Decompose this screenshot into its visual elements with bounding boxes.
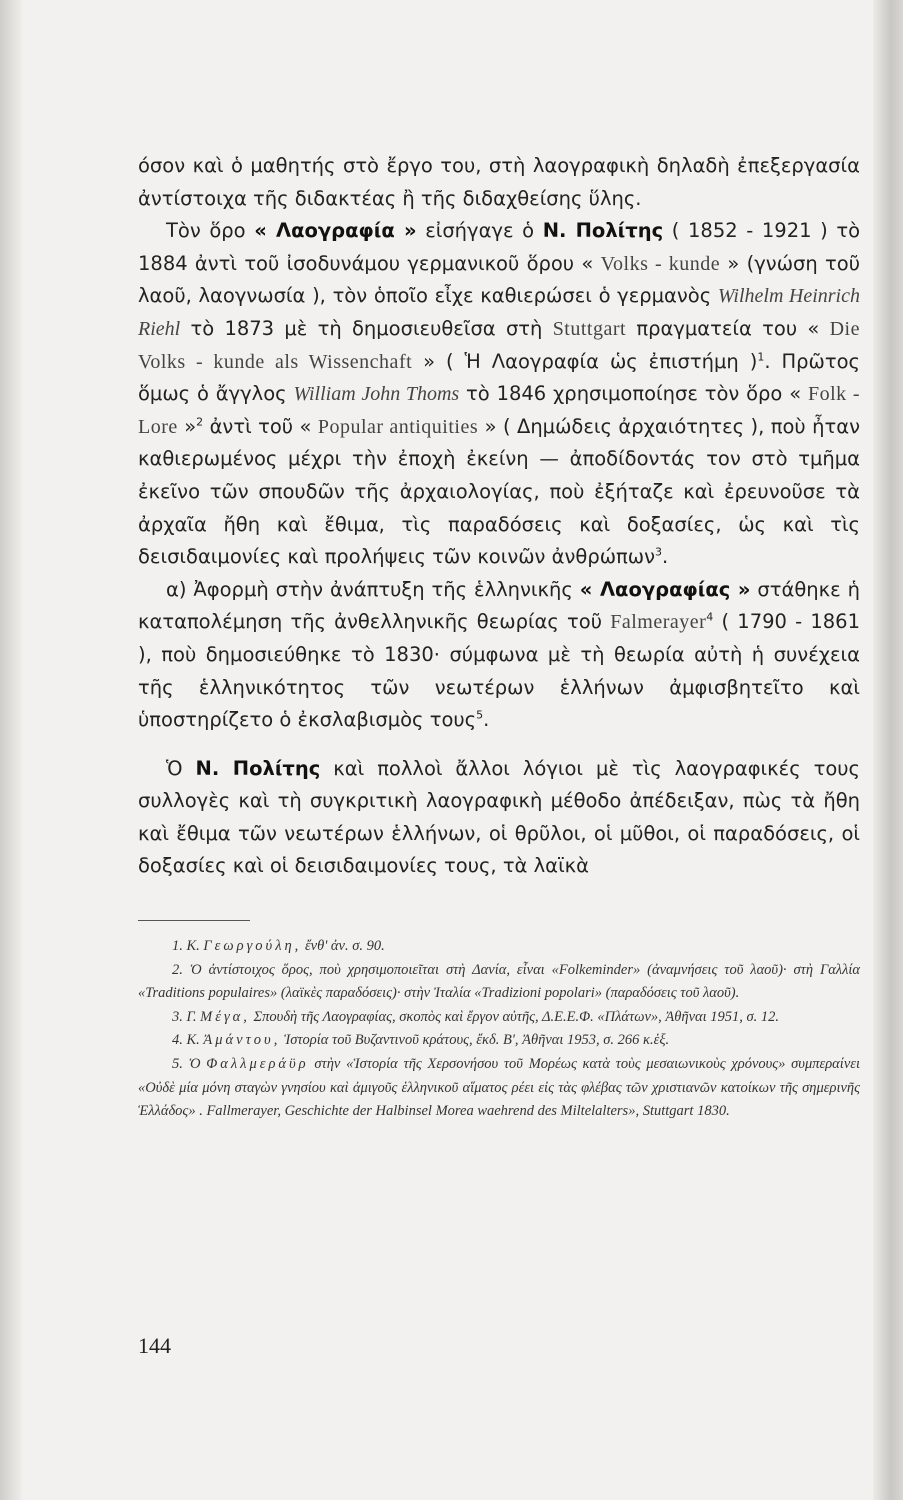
page-number: 144 [138,1333,171,1358]
name-riehl: Wilhelm Heinrich Riehl [138,285,860,340]
text-run: στάθηκε ἡ καταπολέμηση τῆς ἀνθελληνικῆς θεωρίας τοῦ [138,577,861,634]
text-run: Ὁ [166,756,196,780]
main-text [138,150,860,883]
footnote-2 [138,959,860,1006]
name-politis-2: Ν. Πολίτης [195,756,321,780]
paragraph-1-text: όσον καὶ ὁ μαθητής στὸ ἔργο του, στὴ λαογραφικὴ δηλαδὴ ἐπεξεργασία ἀντίστοιχα τῆς διδακτέας ἢ τῆς διδαχθείσης ὕλης. [138,154,860,210]
footnote-3 [138,1006,860,1030]
text-run: » ( Ἡ Λαογραφία ὡς ἐπιστήμη ) [412,349,758,373]
term-laografias: « Λαογραφίας » [579,577,751,601]
footnote-5 [138,1053,860,1124]
paragraph-2 [138,215,860,574]
text-run: » [177,414,197,438]
name-thoms: William John Thoms [293,383,460,406]
text-run: . [662,545,669,569]
author-name: Ἀμάντου, [203,1032,281,1049]
term-folk-lore: Folk - Lore [138,383,860,438]
place-stuttgart: Stuttgart [552,317,627,340]
term-volks-kunde: Volks - kunde [600,252,721,275]
text-run: καὶ πολλοὶ ἄλλοι λόγιοι μὲ τὶς λαογραφικές τους συλλογὲς καὶ τὴ συγκριτικὴ λαογραφικὴ μέθοδο ἀπέδειξαν, πὼς τὰ ἤθη καὶ ἔθιμα τῶν νεωτέρων ἑλλήνων, οἱ θρῦλοι, οἱ μῦθοι, οἱ παραδόσεις, οἱ δοξασίες καὶ οἱ δεισιδαιμονίες τους, τὰ λαϊκὰ [138,756,860,878]
text-run: Σπουδὴ τῆς Λαογραφίας, σκοπὸς καὶ ἔργον αὐτῆς, Δ.Ε.Ε.Φ. «Πλάτων», Ἀθῆναι 1951, σ. 12. [249,1008,780,1025]
footnote-ref-5: 5 [476,708,484,722]
title-die-volkskunde: Die Volks - kunde als Wissenchaft [138,317,860,373]
text-run: 3. Γ. [172,1008,201,1025]
footnote-ref-2: 2 [196,415,204,429]
text-run: 1. Κ. [172,938,204,954]
text-run: ( 1790 - 1861 ), ποὺ δημοσιεύθηκε τὸ 1830· σύμφωνα μὲ τὴ θεωρία αὐτὴ ἡ συνέχεια τῆς ἑλληνικότητος τῶν νεωτέρων ἑλλήνων ἀμφισβητεῖτο καὶ ὑποστηρίζετο ὁ ἐκσλαβισμὸς τους [138,610,860,732]
text-run: 4. Κ. [172,1032,204,1049]
term-popular-antiquities: Popular antiquities [317,415,479,438]
footnote-ref-4: 4 [706,610,714,624]
footnote-separator [138,920,250,921]
text-run: 5. Ὁ [172,1055,207,1072]
text-run: . [483,708,490,732]
footnote-4 [138,1029,860,1053]
text-run: στὴν «Ἱστορία τῆς Χερσονήσου τοῦ Μορέως κατὰ τοὺς μεσαιωνικοὺς χρόνους» συμπεραίνει «Οὐδὲ μία μόνη σταγὼν γνησίου καὶ ἀμιγοῦς ἑλληνικοῦ αἵματος ρέει εἰς τὰς φλέβας τῶν χριστιανῶν κατοίκων τῆς σημερινῆς Ἑλλάδος» . Fallmerayer, Geschichte der Halbinsel Morea waehrend des Miltelalters», Stuttgart 1830. [138,1055,861,1120]
name-politis: Ν. Πολίτης [542,219,664,243]
text-run: » (γνώση τοῦ λαοῦ, λαογνωσία ), τὸν ὁποῖο εἶχε καθιερώσει ὁ γερμανὸς [138,251,860,308]
paragraph-4 [138,753,860,883]
text-run: εἰσήγαγε ὁ [416,219,543,243]
text-run: α) Ἀφορμὴ στὴν ἀνάπτυξη τῆς ἑλληνικῆς [166,577,580,601]
text-run: τὸ 1846 χρησιμοποίησε τὸν ὅρο « [459,382,808,406]
text-run: τὸ 1873 μὲ τὴ δημοσιευθεῖσα στὴ [180,316,553,340]
text-run: πραγματεία του « [626,316,830,340]
term-laografia: « Λαογραφία » [254,219,417,243]
text-run: ( 1852 - 1921 ) τὸ 1884 ἀντὶ τοῦ ἰσοδυνάμου γερμανικοῦ ὅρου « [138,219,861,275]
text-run: . Πρῶτος ὅμως ὁ ἄγγλος [138,349,860,406]
name-falmerayer: Falmerayer [610,611,707,634]
text-run: ἔνθ' ἀν. σ. 90. [301,938,385,954]
text-run: ἀντὶ τοῦ « [203,414,318,438]
text-run: Ἱστορία τοῦ Βυζαντινοῦ κράτους, ἔκδ. Β', Ἀθῆναι 1953, σ. 266 κ.ἑξ. [280,1032,670,1049]
author-name: Μέγα, [200,1008,250,1025]
footnotes [138,935,860,1124]
footnote-1 [138,935,860,959]
footnote-ref-1: 1 [757,350,765,364]
scan-edge-right [873,0,903,1500]
author-name: Φαλλμεράϋρ [206,1055,309,1072]
text-run: 2. Ὁ ἀντίστοιχος ὅρος, ποὺ χρησιμοποιεῖται στὴ Δανία, εἶναι «Folkeminder» (ἀναμνήσεις τοῦ λαοῦ)· στὴ Γαλλία «Traditions populaires» (λαϊκὲς παραδόσεις)· στὴν Ἰταλία «Tradizioni popolari» (παραδόσεις τοῦ λαοῦ). [138,961,860,1002]
author-name: Γεωργούλη, [203,938,302,954]
text-run: » ( Δημώδεις ἀρχαιότητες ), ποὺ ἦταν καθιερωμένος μέχρι τὴν ἐποχὴ ἐκείνη — ἀποδίδοντάς τον στὸ τμῆμα ἐκεῖνο τῶν σπουδῶν τῆς ἀρχαιολογίας, ποὺ ἐξήταζε καὶ ἐρευνοῦσε τὰ ἀρχαῖα ἤθη καὶ ἔθιμα, τὶς παραδόσεις καὶ δοξασίες, ὡς καὶ τὶς δεισιδαιμονίες καὶ προλήψεις τῶν κοινῶν ἀνθρώπων [138,414,860,569]
paragraph-1 [138,150,860,215]
scan-edge-left [0,0,22,1500]
paragraph-3 [138,574,860,737]
footnote-ref-3: 3 [655,545,662,559]
page-body [138,150,860,883]
text-run: Τὸν ὅρο [166,219,255,243]
